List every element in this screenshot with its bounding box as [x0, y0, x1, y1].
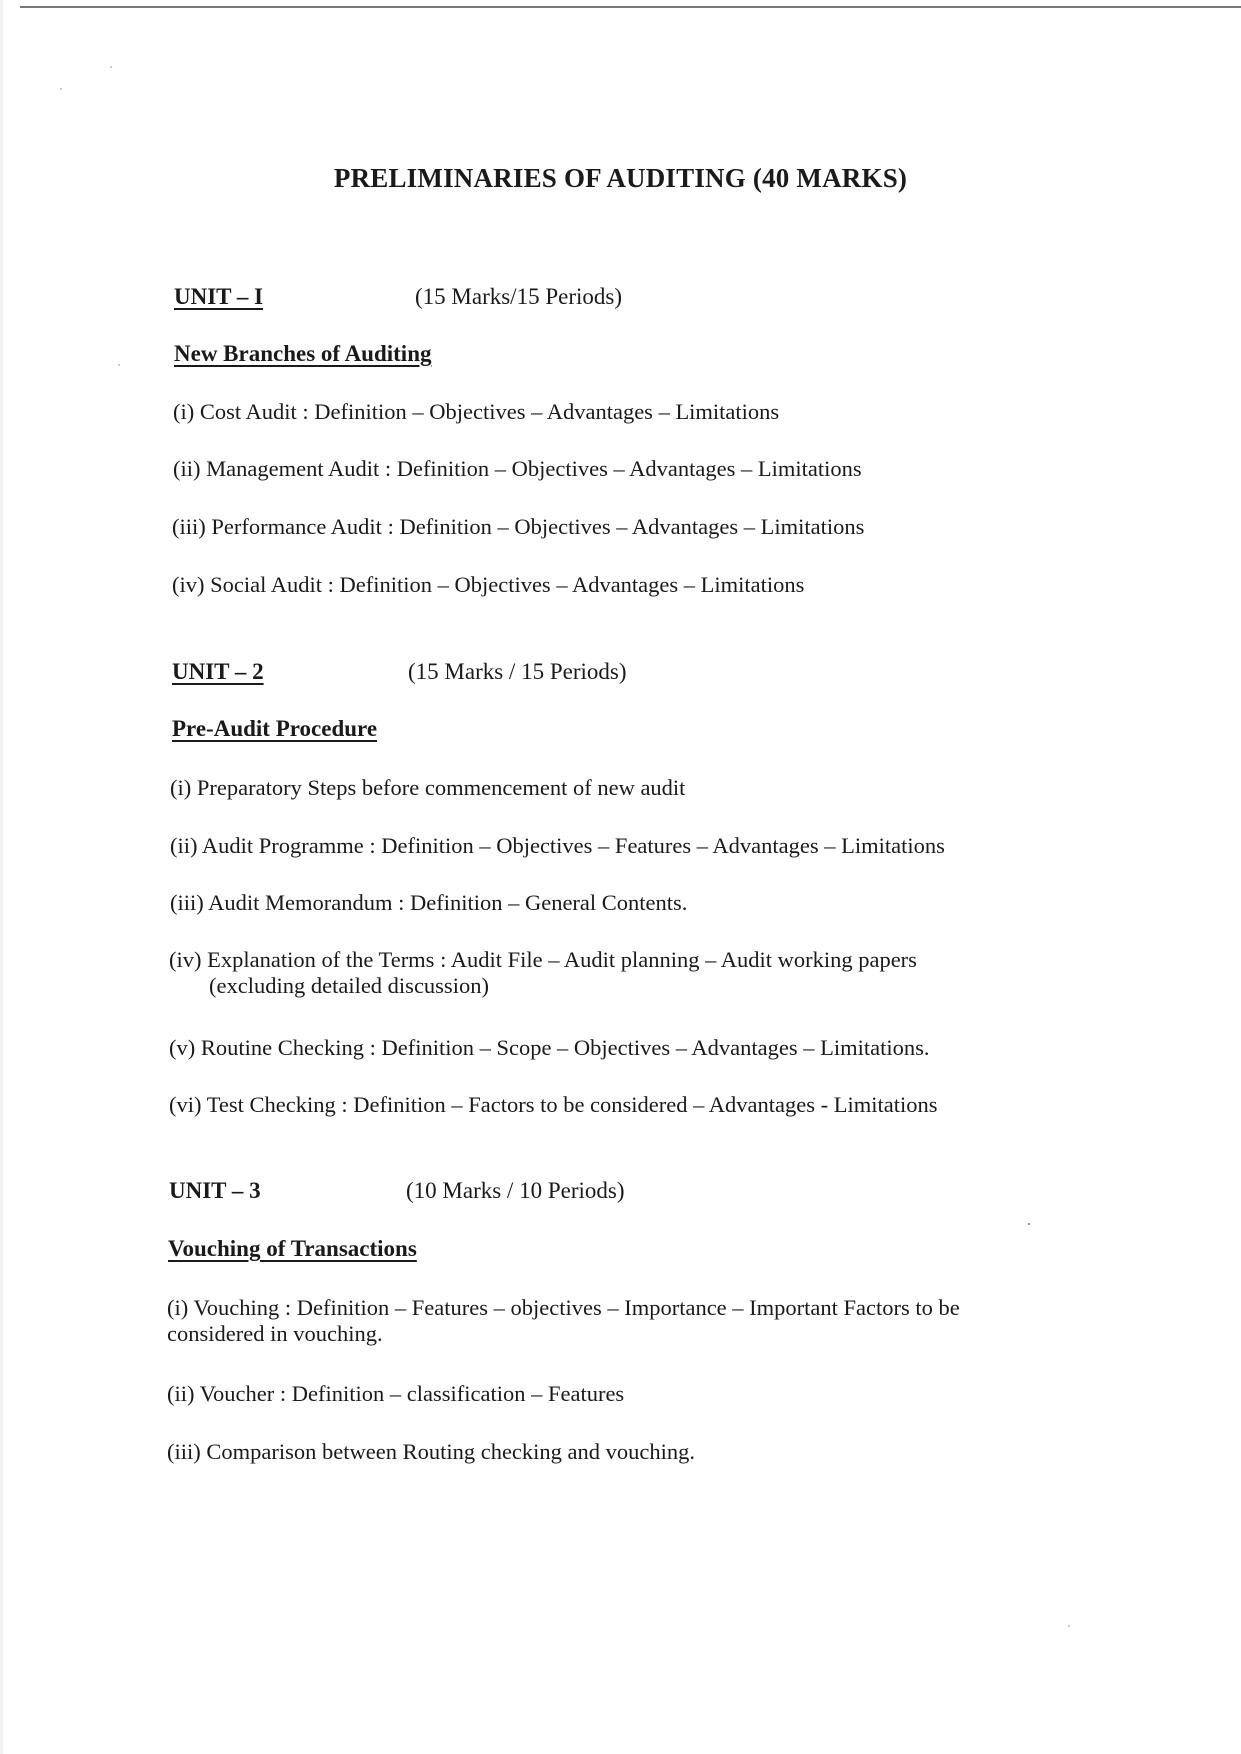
scan-speck	[60, 88, 62, 90]
unit-2-item-5: (v) Routine Checking : Definition – Scope – Objectives – Advantages – Limitations.	[169, 1035, 930, 1060]
unit-2-item-4-line-2: (excluding detailed discussion)	[209, 973, 489, 998]
unit-3-item-1-line-2: considered in vouching.	[167, 1321, 383, 1346]
unit-2-item-4	[169, 947, 917, 999]
unit-2-item-4-line-1: (iv) Explanation of the Terms : Audit File – Audit planning – Audit working papers	[169, 947, 917, 972]
document-title: PRELIMINARIES OF AUDITING (40 MARKS)	[333, 163, 908, 193]
unit-3-label: UNIT – 3	[169, 1178, 261, 1203]
unit-1-marks: (15 Marks/15 Periods)	[415, 284, 622, 309]
scan-edge	[0, 0, 3, 1754]
scan-speck	[110, 66, 112, 68]
unit-2-item-3: (iii) Audit Memorandum : Definition – General Contents.	[170, 890, 688, 915]
unit-3-item-1-line-1: (i) Vouching : Definition – Features – objectives – Importance – Important Factors to be	[167, 1295, 960, 1320]
unit-1-item-3: (iii) Performance Audit : Definition – Objectives – Advantages – Limitations	[172, 514, 865, 539]
unit-1-item-2: (ii) Management Audit : Definition – Objectives – Advantages – Limitations	[173, 456, 862, 481]
unit-3-item-1	[167, 1295, 960, 1347]
unit-1-item-1: (i) Cost Audit : Definition – Objectives – Advantages – Limitations	[173, 399, 780, 424]
unit-1-label: UNIT – I	[174, 284, 264, 309]
unit-1-item-4: (iv) Social Audit : Definition – Objectives – Advantages – Limitations	[172, 572, 805, 597]
unit-2-marks: (15 Marks / 15 Periods)	[408, 659, 627, 684]
scan-speck	[118, 364, 120, 366]
unit-2-item-6: (vi) Test Checking : Definition – Factors to be considered – Advantages - Limitations	[169, 1092, 938, 1117]
scan-speck	[1028, 1223, 1030, 1225]
unit-2-section-title: Pre-Audit Procedure	[172, 716, 378, 741]
unit-2-item-1: (i) Preparatory Steps before commencement of new audit	[170, 775, 686, 800]
scan-border-line	[20, 6, 1241, 8]
unit-2-item-2: (ii) Audit Programme : Definition – Objectives – Features – Advantages – Limitations	[170, 833, 945, 858]
unit-3-item-3: (iii) Comparison between Routing checking and vouching.	[167, 1439, 696, 1464]
unit-1-section-title: New Branches of Auditing	[174, 341, 432, 366]
unit-3-marks: (10 Marks / 10 Periods)	[406, 1178, 625, 1203]
unit-2-label: UNIT – 2	[172, 659, 264, 684]
unit-3-section-title: Vouching of Transactions	[168, 1236, 417, 1261]
scan-speck	[1068, 1625, 1070, 1627]
unit-3-item-2: (ii) Voucher : Definition – classification – Features	[167, 1381, 625, 1406]
